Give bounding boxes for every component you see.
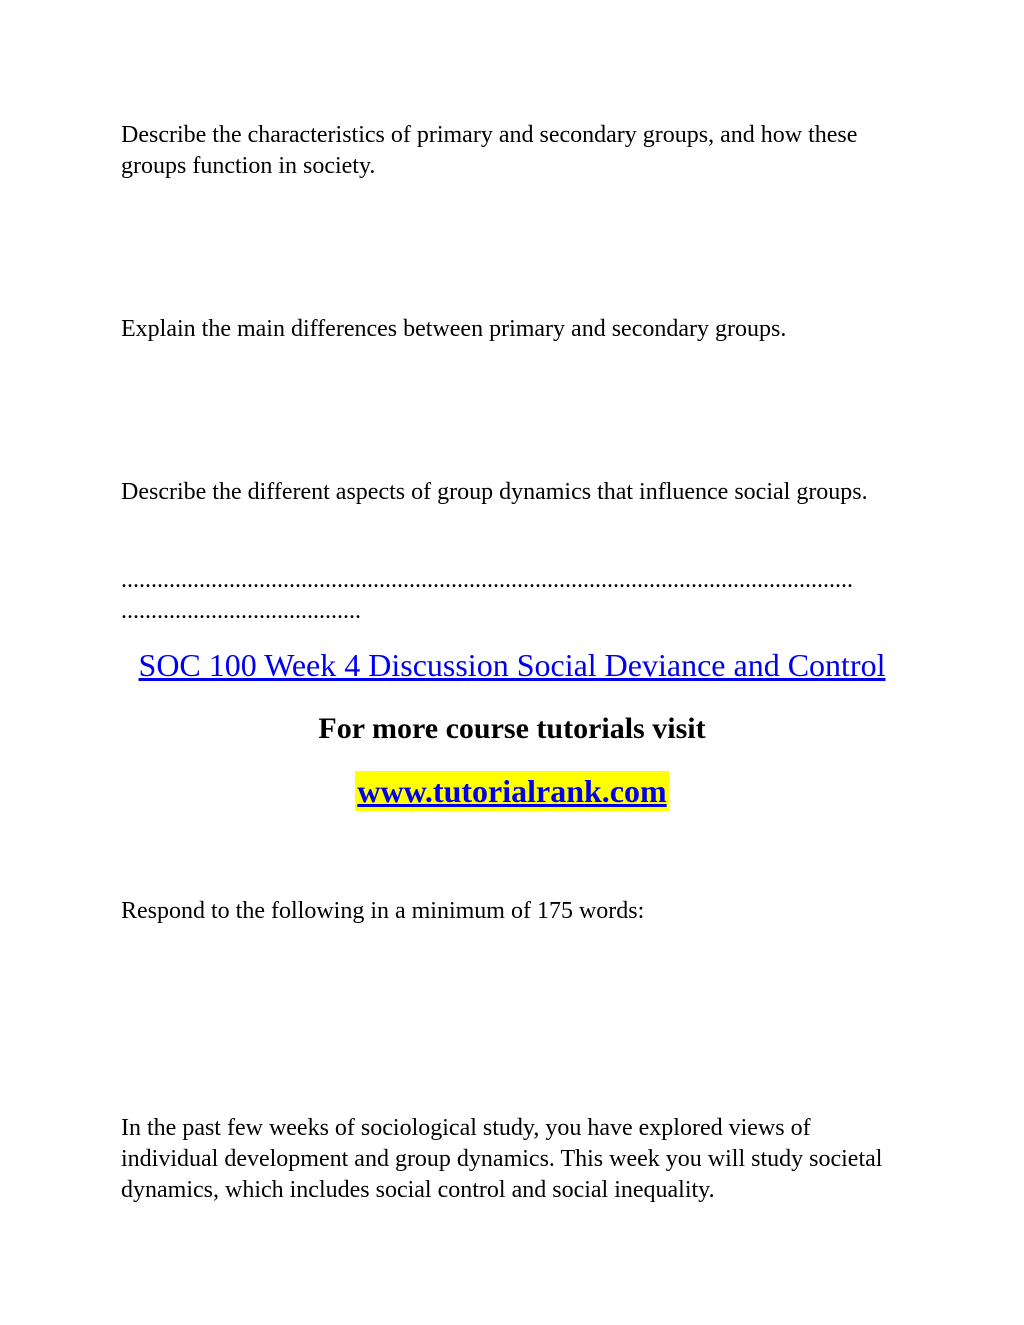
paragraph-group-dynamics: Describe the different aspects of group dynamics that influence social groups. — [121, 479, 868, 505]
website-row — [0, 771, 1024, 811]
paragraph-respond: Respond to the following in a minimum of 175 words: — [121, 898, 645, 924]
paragraph-characteristics: Describe the characteristics of primary and secondary groups, and how these groups function in society. — [121, 122, 858, 179]
dotted-separator-line-1: .......................................................................................................................... — [121, 567, 853, 593]
course-title-row — [0, 645, 1024, 685]
course-title-link[interactable]: SOC 100 Week 4 Discussion Social Deviance and Control — [138, 647, 886, 683]
visit-heading: For more course tutorials visit — [318, 712, 706, 745]
paragraph-past-weeks: In the past few weeks of sociological study, you have explored views of individual development and group dynamics. This week you will study societal dynamics, which includes social control and social inequality. — [121, 1115, 883, 1203]
paragraph-differences: Explain the main differences between primary and secondary groups. — [121, 316, 787, 342]
website-link[interactable]: www.tutorialrank.com — [357, 773, 667, 809]
dotted-separator-line-2: ........................................ — [121, 598, 361, 624]
